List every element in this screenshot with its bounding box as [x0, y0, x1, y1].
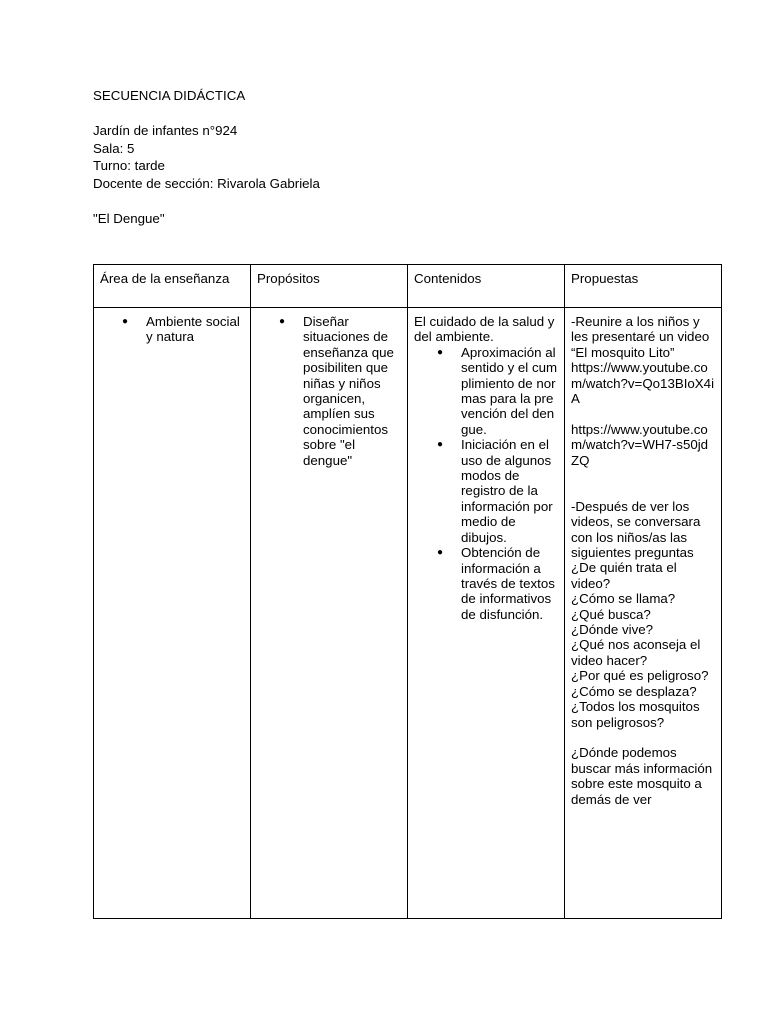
contents-cell [408, 308, 565, 919]
question-item: ¿Todos los mosquitos son peligrosos? [571, 699, 700, 730]
header-proposals: Propuestas [565, 265, 722, 308]
purposes-cell [251, 308, 408, 919]
area-cell [94, 308, 251, 919]
question-item: ¿De quién trata el video? [571, 560, 677, 591]
table-row [94, 308, 722, 919]
topic-title: "El Dengue" [93, 210, 165, 226]
table-header-row [94, 265, 722, 308]
area-item: ● Ambiente social y natura [146, 314, 244, 345]
teacher-info: Docente de sección: Rivarola Gabriela [93, 175, 320, 191]
proposals-cell [565, 308, 722, 919]
room-info: Sala: 5 [93, 140, 135, 156]
video-link-1[interactable]: https://www.youtube.com/watch?v=Qo13BIoX4iA [571, 360, 715, 407]
question-item: ¿Cómo se desplaza? [571, 683, 697, 699]
question-item: ¿Qué nos aconseja el video hacer? [571, 637, 701, 668]
content-item: ● Aproximación al sentido y el cumplimiento de normas para la prevención del dengue. [461, 345, 558, 437]
question-item: ¿Qué busca? [571, 606, 651, 622]
header-purposes: Propósitos [251, 265, 408, 308]
proposals-after: -Después de ver los videos, se conversara con los niños/as las siguientes preguntas [571, 498, 701, 561]
document-title: SECUENCIA DIDÁCTICA [93, 88, 246, 103]
proposals-intro: -Reunire a los niños y les presentaré un video “El mosquito Lito” [571, 314, 710, 360]
contents-intro: El cuidado de la salud y del ambiente. [414, 314, 555, 345]
purpose-item: ● Diseñar situaciones de enseñanza que posibiliten que niñas y niños organicen, amplíen sus conocimientos sobre "el dengue" [303, 314, 401, 468]
header-area: Área de la enseñanza [94, 265, 251, 308]
proposals-final: ¿Dónde podemos buscar más información sobre este mosquito a demás de ver [571, 745, 713, 807]
purposes-list [257, 314, 401, 468]
content-item: ● Obtención de información a través de textos de informativos de disfunción. [461, 545, 558, 622]
question-item: ¿Dónde vive? [571, 622, 654, 638]
content-item: ● Iniciación en el uso de algunos modos de registro de la información por medio de dibujos. [461, 437, 558, 545]
video-link-2[interactable]: https://www.youtube.com/watch?v=WH7-s50jdZQ [571, 421, 709, 468]
area-list [100, 314, 244, 345]
document-header [93, 87, 320, 227]
contents-list [414, 345, 558, 622]
didactic-table [93, 264, 722, 919]
shift-info: Turno: tarde [93, 158, 165, 173]
question-item: ¿Cómo se llama? [571, 591, 676, 607]
school-name: Jardín de infantes n°924 [93, 123, 238, 138]
header-contents: Contenidos [408, 265, 565, 308]
question-item: ¿Por qué es peligroso? [571, 668, 709, 684]
